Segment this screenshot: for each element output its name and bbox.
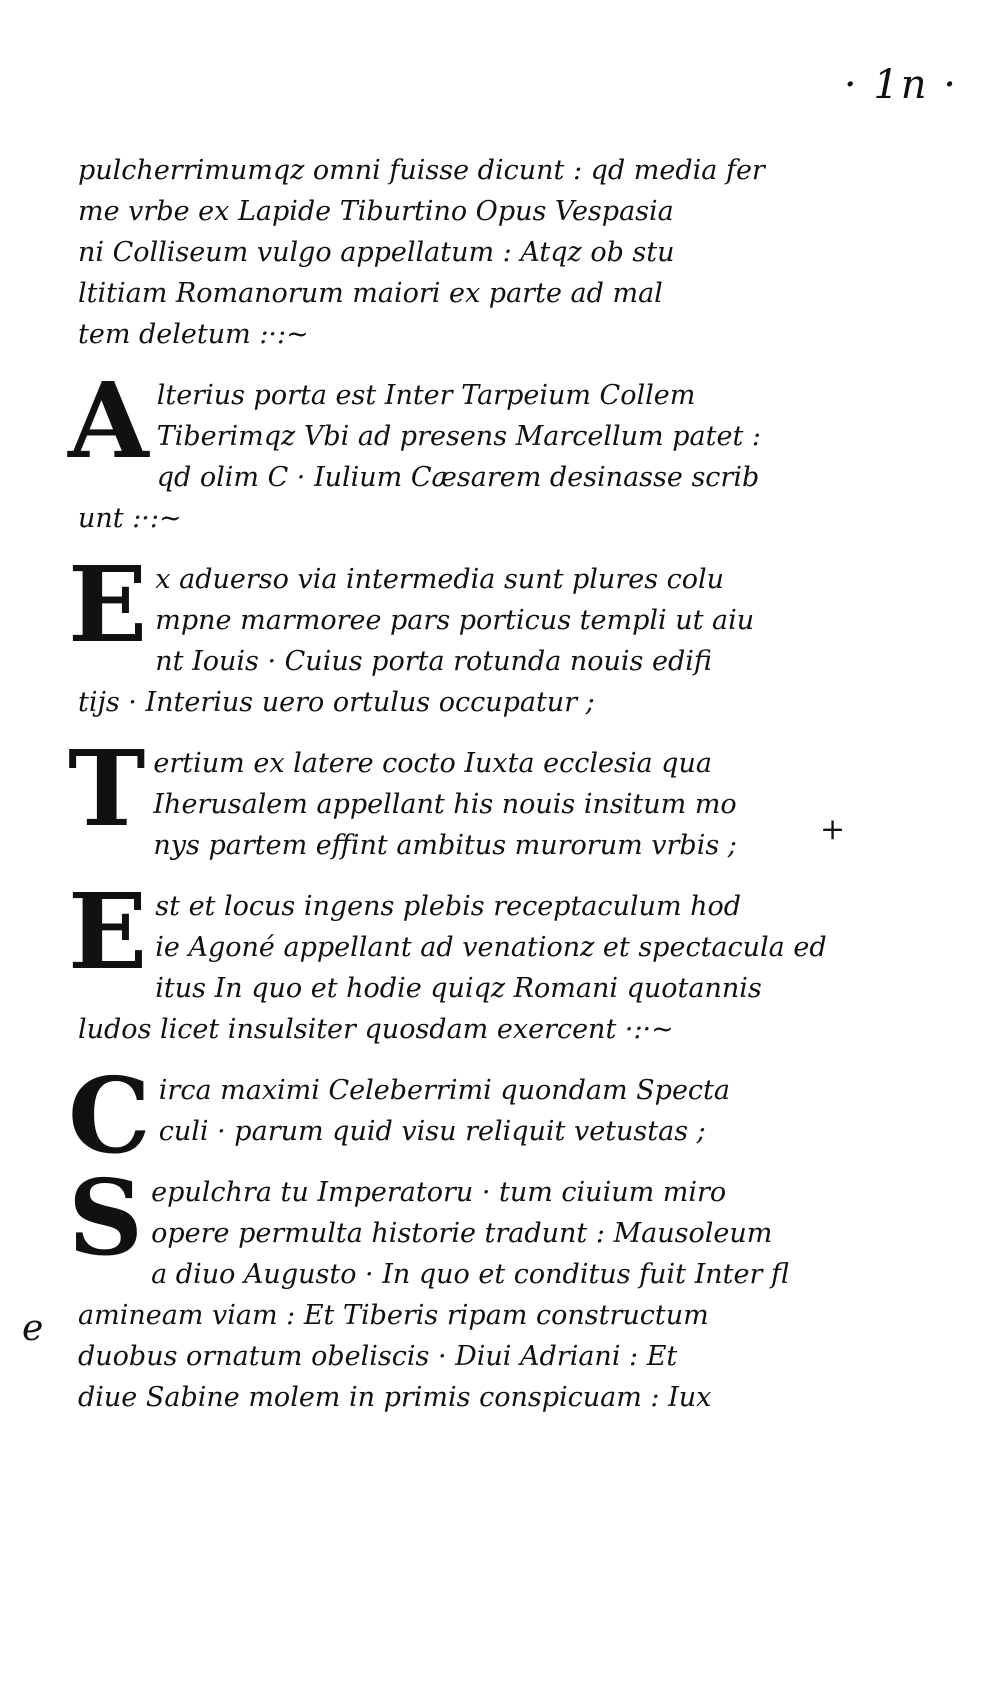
drop-cap-initial: C: [68, 1054, 151, 1177]
drop-cap-initial: A: [68, 359, 149, 482]
text-line: Iherusalem appellant his nouis insitum mo: [153, 789, 737, 820]
paragraph-3: [68, 543, 848, 723]
text-line: duobus ornatum obeliscis · Diui Adriani : Et: [78, 1341, 678, 1372]
text-line: unt :·:~: [78, 503, 182, 534]
text-line: ertium ex latere cocto Iuxta ecclesia qua: [153, 748, 712, 779]
text-line: Tiberimqz Vbi ad presens Marcellum patet :: [156, 421, 761, 452]
text-line: irca maximi Celeberrimi quondam Specta: [158, 1075, 730, 1106]
margin-plus-mark: +: [820, 812, 846, 847]
text-line: pulcherrimumqz omni fuisse dicunt : qd media fer: [78, 155, 765, 186]
paragraph-1: [78, 150, 848, 355]
paragraph-6: [68, 1054, 848, 1177]
paragraph-5: [68, 870, 848, 1050]
paragraph-7: [68, 1156, 848, 1418]
text-line: st et locus ingens plebis receptaculum hod: [155, 891, 742, 922]
text-line: tem deletum :·:~: [78, 319, 309, 350]
text-line: ludos licet insulsiter quosdam exercent ·:·~: [78, 1014, 674, 1045]
paragraph-4: [68, 727, 848, 866]
drop-cap-initial: S: [68, 1156, 144, 1279]
text-line: ni Colliseum vulgo appellatum : Atqz ob stu: [78, 237, 675, 268]
text-line: lterius porta est Inter Tarpeium Collem: [156, 380, 696, 411]
text-line: ltitiam Romanorum maiori ex parte ad mal: [78, 278, 663, 309]
margin-curl-mark: e: [22, 1308, 44, 1349]
manuscript-text-column: [68, 150, 848, 1438]
text-line: mpne marmoree pars porticus templi ut aiu: [155, 605, 755, 636]
text-line: amineam viam : Et Tiberis ripam constructum: [78, 1300, 709, 1331]
text-line: itus In quo et hodie quiqz Romani quotannis: [155, 973, 762, 1004]
text-line: nys partem effint ambitus murorum vrbis ;: [153, 830, 737, 861]
text-line: diue Sabine molem in primis conspicuam : Iux: [78, 1382, 712, 1413]
text-line: a diuo Augusto · In quo et conditus fuit Inter fl: [151, 1259, 789, 1290]
folio-number: · 1n ·: [843, 62, 958, 108]
text-line: ie Agoné appellant ad venationz et spectacula ed: [155, 932, 827, 963]
text-line: opere permulta historie tradunt : Mausoleum: [151, 1218, 773, 1249]
text-line: qd olim C · Iulium Cæsarem desinasse scrib: [156, 462, 760, 493]
drop-cap-initial: E: [68, 870, 148, 993]
paragraph-2: [68, 359, 848, 539]
drop-cap-initial: E: [68, 543, 148, 666]
text-line: epulchra tu Imperatoru · tum ciuium miro: [151, 1177, 727, 1208]
text-line: nt Iouis · Cuius porta rotunda nouis edifi: [155, 646, 712, 677]
text-line: culi · parum quid visu reliquit vetustas ;: [158, 1116, 706, 1147]
text-line: me vrbe ex Lapide Tiburtino Opus Vespasia: [78, 196, 674, 227]
drop-cap-initial: T: [68, 727, 146, 850]
text-line: tijs · Interius uero ortulus occupatur ;: [78, 687, 595, 718]
text-line: x aduerso via intermedia sunt plures colu: [155, 564, 725, 595]
